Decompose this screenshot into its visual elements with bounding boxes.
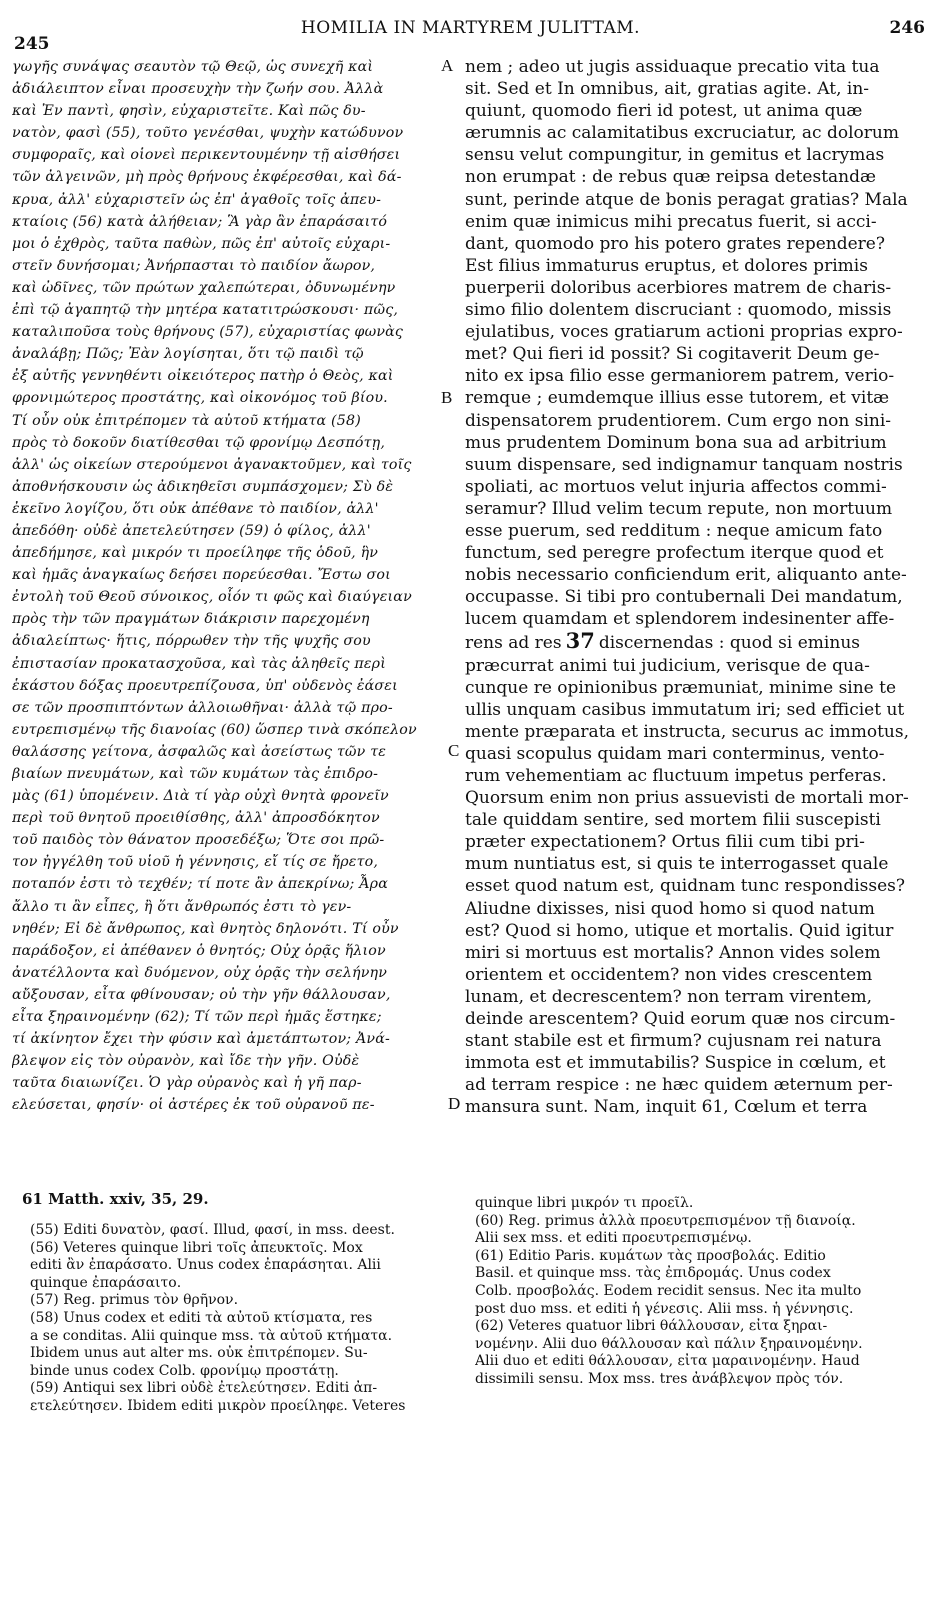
latin-text-line: remque ; eumdemque illius esse tutorem, et vitæ [465, 388, 890, 409]
latin-text-line: dispensatorem prudentiorem. Cum ergo non sini- [465, 410, 892, 431]
latin-text-line: ad terram respice : ne hæc quidem æternum per- [465, 1075, 893, 1096]
latin-text-line: mansura sunt. Nam, inquit 61, Cœlum et terra [465, 1097, 868, 1118]
margin-marker-d: D [448, 1094, 461, 1113]
margin-marker-a: A [441, 56, 454, 75]
greek-text-line: ελεύσεται, φησίν· οἱ ἀστέρες ἐκ τοῦ οὐρανοῦ πε- [12, 1097, 375, 1114]
greek-text-line: Τί οὖν οὐκ ἐπιτρέπομεν τὰ αὐτοῦ κτήματα (58) [12, 412, 361, 429]
latin-text-line: rum vehementiam ac fluctuum impetus perferas. [465, 766, 887, 786]
latin-text-line: stant stabile est et firmum? cujusnam rei natura [465, 1031, 882, 1052]
greek-text-line: ἐπὶ τῷ ἀγαπητῷ τὴν μητέρα κατατιτρώσκουσι· πῶς, [12, 302, 399, 319]
latin-text-line: præter expectationem? Ortus filii cum tibi pri- [465, 832, 865, 853]
latin-text-line: dant, quomodo pro his potero grates rependere? [465, 233, 885, 254]
critical-note-line: (56) Veteres quinque libri τοῖς ἀπευκτοῖς. Mox [30, 1239, 363, 1256]
latin-text-fragment: discernendas : quod si eminus [598, 633, 860, 654]
greek-text-line: ἀπεδόθη· οὐδὲ ἀπετελεύτησεν (59) ὁ φίλος, ἀλλ' [12, 522, 371, 539]
greek-text-line: ταῦτα διαιωνίζει. Ὁ γὰρ οὐρανὸς καὶ ἡ γῆ παρ- [12, 1075, 362, 1092]
latin-text-line: deinde arescentem? Quid eorum quæ nos circum- [465, 1009, 896, 1030]
latin-text-line: ullis unquam casibus immutatum iri; sed efficiet ut [465, 699, 905, 720]
latin-text-line: mum nuntiatus est, si quis te interrogasset quale [465, 854, 889, 875]
critical-note-line: editi ἂν ἐπαράσατο. Unus codex ἐπαράσηται. Alii [30, 1257, 381, 1274]
latin-text-line: esset quod natum est, quidnam tunc respondisses? [465, 876, 906, 897]
latin-text-line: sunt, perinde atque de bonis peragat gratias? Mala [465, 189, 908, 210]
latin-text-line: sensu velut compungitur, in gemitus et lacrymas [465, 145, 885, 166]
critical-note-line: Basil. et quinque mss. τὰς ἐπιδρομάς. Unus codex [475, 1265, 831, 1282]
latin-text-line: non erumpat : de rebus quæ reipsa detestandæ [465, 167, 876, 188]
latin-text-line: tale quiddam sentire, sed mortem filii suscepisti [465, 810, 881, 831]
greek-text-line: ἀδιάλειπτον εἶναι προσευχὴν τὴν ζωήν σου. Ἀλλὰ [12, 81, 384, 98]
critical-note-line: (62) Veteres quatuor libri θάλλουσαν, εἶτα ξηραι- [475, 1318, 828, 1335]
greek-text-line: ἀπεδήμησε, καὶ μικρόν τι προείληφε τῆς ὁδοῦ, ἣν [12, 545, 379, 562]
greek-text-line: τῶν ἀλγεινῶν, μὴ πρὸς θρήνους ἐκφέρεσθαι, καὶ δά- [12, 169, 402, 186]
critical-note-line: dissimili sensu. Mox mss. tres ἀνάβλεψον πρὸς τόν. [475, 1370, 844, 1387]
greek-text-line: νατὸν, φασὶ (55), τοῦτο γενέσθαι, ψυχὴν κατώδυνον [12, 125, 404, 142]
greek-text-line: ἑκάστου δόξας προευτρεπίζουσα, ὑπ' οὐδενὸς ἐάσει [12, 677, 398, 694]
latin-text-line: nobis necessario conficiendum erit, aliquanto ante- [465, 565, 907, 586]
critical-note-line: Colb. προσβολάς. Eodem recidit sensus. Nec ita multo [475, 1282, 862, 1299]
critical-note-line: binde unus codex Colb. φρονίμῳ προστάτῃ. [30, 1362, 339, 1379]
greek-text-line: κταίοις (56) κατὰ ἀλήθειαν; Ἃ γὰρ ἂν ἐπαράσαιτό [12, 213, 388, 230]
latin-text-line: lunam, et decrescentem? non terram virentem, [465, 986, 873, 1007]
latin-text-line: cunque re opinionibus præmuniat, minime sine te [465, 677, 897, 698]
latin-text-line: ærumnis ac calamitatibus excruciatur, ac dolorum [465, 123, 899, 144]
greek-text-line: περὶ τοῦ θνητοῦ προειθίσθης, ἀλλ' ἀπροσδόκητον [12, 810, 380, 827]
greek-text-line: τον ἠγγέλθη τοῦ υἱοῦ ἡ γέννησις, εἴ τίς σε ἤρετο, [12, 854, 379, 871]
greek-text-line: ευτρεπισμένῳ τῆς διανοίας (60) ὥσπερ τινὰ σκόπελον [12, 721, 417, 738]
latin-text-line: nem ; adeo ut jugis assiduaque precatio vita tua [465, 57, 880, 77]
latin-text-fragment: rens ad res [465, 633, 562, 654]
greek-text-line: θαλάσσης γείτονα, ἀσφαλῶς καὶ ἀσείστως τῶν τε [12, 743, 387, 760]
greek-text-line: ἀναλάβῃ; Πῶς; Ἐὰν λογίσηται, ὅτι τῷ παιδὶ τῷ [12, 346, 364, 363]
latin-text-line: seramur? Illud velim tecum repute, non mortuum [465, 498, 893, 519]
latin-text-line: Quorsum enim non prius assuevisti de mortali mor- [465, 788, 909, 809]
latin-text-line: simo filio dolentem discruciant : quomodo, missis [465, 300, 892, 321]
greek-text-line: καταλιποῦσα τοὺς θρήνους (57), εὐχαριστίας φωνὰς [12, 324, 404, 341]
margin-marker-c: C [448, 741, 460, 760]
latin-text-line: lucem quamdam et splendorem indesinenter affe- [465, 609, 895, 630]
greek-text-line: γωγῆς συνάψας σεαυτὸν τῷ Θεῷ, ὡς συνεχῆ καὶ [12, 59, 374, 75]
critical-note-line: Alii duo et editi θάλλουσαν, εἶτα μαραινομένην. Haud [475, 1353, 860, 1370]
latin-text-line: enim quæ inimicus mihi precatus fuerit, si acci- [465, 211, 877, 232]
critical-note-line: Alii sex mss. et editi προευτρεπισμένῳ. [475, 1230, 752, 1247]
latin-text-line: Aliudne dixisses, nisi quod homo si quod natum [465, 898, 875, 919]
column-number: 37 [565, 630, 595, 654]
greek-text-line: βλεψον εἰς τὸν οὐρανὸν, καὶ ἴδε τὴν γῆν. Οὐδὲ [12, 1053, 360, 1070]
margin-marker-b: B [441, 388, 453, 407]
greek-text-line: αὔξουσαν, εἶτα φθίνουσαν; οὐ τὴν γῆν θάλλουσαν, [12, 986, 391, 1003]
critical-note-line: (60) Reg. primus ἀλλὰ προευτρεπισμένον τῇ διανοίᾳ. [475, 1212, 856, 1229]
critical-note-line: quinque libri μικρόν τι προεῖλ. [475, 1195, 694, 1211]
latin-text-line: met? Qui fieri id possit? Si cogitaverit Deum ge- [465, 344, 880, 365]
greek-text-line: νηθέν; Εἰ δὲ ἄνθρωπος, καὶ θνητὸς δηλονότι. Τί οὖν [12, 920, 399, 937]
critical-notes-left [30, 1222, 460, 1416]
latin-text-line: mente præparata et instructa, securus ac immotus, [465, 721, 910, 742]
greek-text-line: κρυα, ἀλλ' εὐχαριστεῖν ὡς ἐπ' ἀγαθοῖς τοῖς ἀπευ- [12, 191, 382, 208]
latin-text-line: spoliati, ac mortuos velut injuria affectos commi- [465, 476, 887, 497]
greek-text-line: ἐξ αὐτῆς γεννηθέντι οἰκειότερος πατὴρ ὁ Θεὸς, καὶ [12, 368, 394, 385]
critical-notes-right [475, 1195, 930, 1389]
critical-note-line: quinque ἐπαράσαιτο. [30, 1274, 182, 1291]
latin-text-line: quasi scopulus quidam mari conterminus, vento- [465, 743, 885, 764]
critical-note-line: (58) Unus codex et editi τὰ αὐτοῦ κτίσματα, res [30, 1309, 373, 1326]
greek-text-line: ἀδιαλείπτως· ἥτις, πόρρωθεν τὴν τῆς ψυχῆς σου [12, 633, 371, 650]
greek-text-line: μοι ὁ ἐχθρὸς, ταῦτα παθὼν, πῶς ἐπ' αὐτοῖς εὐχαρι- [12, 235, 391, 252]
greek-text-line: ἐντολὴ τοῦ Θεοῦ σύνοικος, οἷόν τι φῶς καὶ διαύγειαν [12, 589, 412, 606]
greek-text-line: καὶ ἡμᾶς ἀναγκαίως δεήσει πορεύεσθαι. Ἔστω σοι [12, 567, 391, 584]
greek-text-line: ἀνατέλλοντα καὶ δυόμενον, οὐχ ὁρᾷς τὴν σελήνην [12, 964, 388, 981]
latin-text-line: præcurrat animi tui judicium, verisque de qua- [465, 655, 870, 676]
greek-text-line: καὶ ὠδῖνες, τῶν πρώτων χαλεπώτεραι, ὀδυνωμένην [12, 279, 396, 296]
critical-note-line: Ibidem unus aut alter ms. οὐκ ἐπιτρέπομεν. Su- [30, 1345, 368, 1362]
latin-text-line: sit. Sed et In omnibus, ait, gratias agite. At, in- [465, 79, 870, 100]
critical-note-line: post duo mss. et editi ἡ γένεσις. Alii mss. ἡ γέννησις. [475, 1300, 854, 1317]
greek-text-line: ποταπόν ἐστι τὸ τεχθέν; τί ποτε ἂν ἀπεκρίνω; Ἆρα [12, 876, 388, 893]
latin-text-line: orientem et occidentem? non vides crescentem [465, 964, 873, 985]
latin-text-line: suum dispensare, sed indignamur tanquam nostris [465, 454, 903, 475]
page-number-left: 245 [14, 34, 50, 54]
greek-text-line: σε τῶν προσπιπτόντων ἀλλοιωθῆναι· ἀλλὰ τῷ προ- [12, 699, 393, 716]
greek-text-line: εἶτα ξηραινομένην (62); Τί τῶν περὶ ἡμᾶς ἕστηκε; [12, 1009, 382, 1026]
greek-text-line: βιαίων πνευμάτων, καὶ τῶν κυμάτων τὰς ἐπιδρο- [12, 766, 379, 782]
latin-text-line: ejulatibus, voces gratiarum actioni proprias expro- [465, 322, 903, 343]
greek-text-line: στεῖν δυνήσομαι; Ἀνήρπασται τὸ παιδίον ἄωρον, [12, 257, 376, 274]
critical-note-line: (57) Reg. primus τὸν θρῆνον. [30, 1292, 239, 1309]
latin-text-line: est? Quod si homo, utique et mortalis. Quid igitur [465, 920, 894, 941]
latin-text-line: nito ex ipsa filio esse germaniorem patrem, verio- [465, 366, 895, 387]
greek-text-line: συμφοραῖς, καὶ οἱονεὶ περικεντουμένην τῇ αἰσθήσει [12, 147, 401, 164]
latin-text-line: quiunt, quomodo fieri id potest, ut anima quæ [465, 101, 863, 122]
greek-text-line: ἐκεῖνο λογίζου, ὅτι οὐκ ἀπέθανε τὸ παιδίον, ἀλλ' [12, 500, 379, 517]
latin-text-line: functum, sed peregre profectum iterque quod et [465, 543, 884, 564]
greek-text-line: μὰς (61) ὑπομένειν. Διὰ τί γὰρ οὐχὶ θνητὰ φρονεῖν [12, 788, 389, 805]
critical-note-line: (61) Editio Paris. κυμάτων τὰς προσβολάς. Editio [475, 1247, 826, 1264]
greek-text-line: πρὸς τὴν τῶν πραγμάτων διάκρισιν παρεχομένη [12, 611, 370, 628]
critical-note-line: (59) Antiqui sex libri οὐδὲ ἐτελεύτησεν. Editi ἀπ- [30, 1380, 378, 1397]
critical-note-line: νομένην. Alii duo θάλλουσαν καὶ πάλιν ξηραινομένην. [475, 1335, 863, 1352]
greek-text-line: τοῦ παιδὸς τὸν θάνατον προσεδέξω; Ὅτε σοι πρῶ- [12, 832, 385, 849]
latin-text-line: occupasse. Si tibi pro contubernali Dei mandatum, [465, 587, 903, 608]
greek-text-line: τί ἀκίνητον ἔχει τὴν φύσιν καὶ ἀμετάπτωτον; Ἀνά- [12, 1031, 391, 1048]
greek-text-line: ἄλλο τι ἂν εἶπες, ἢ ὅτι ἄνθρωπός ἐστι τὸ γεν- [12, 898, 352, 915]
latin-text-line: Est filius immaturus eruptus, et dolores primis [465, 255, 868, 276]
latin-text-line: mus prudentem Dominum bona sua ad arbitrium [465, 432, 887, 453]
greek-text-line: φρονιμώτερος προστάτης, καὶ οἰκονόμος τοῦ βίου. [12, 390, 388, 407]
critical-note-line: (55) Editi δυνατὸν, φασί. Illud, φασί, in mss. deest. [30, 1222, 395, 1238]
latin-text-line: miri si mortuus est mortalis? Annon vides solem [465, 942, 881, 963]
critical-note-line: ετελεύτησεν. Ibidem editi μικρὸν προείληφε. Veteres [30, 1397, 406, 1414]
greek-text-column [12, 56, 442, 1117]
greek-text-line: παράδοξον, εἰ ἀπέθανεν ὁ θνητός; Οὐχ ὁρᾷς ἥλιον [12, 942, 386, 959]
greek-text-line: ἀλλ' ὡς οἰκείων στερούμενοι ἀγανακτοῦμεν, καὶ τοῖς [12, 456, 412, 473]
latin-text-line: puerperii doloribus acerbiores matrem de charis- [465, 277, 892, 298]
critical-note-line: a se conditas. Alii quinque mss. τὰ αὐτοῦ κτήματα. [30, 1327, 393, 1344]
running-head-title: HOMILIA IN MARTYREM JULITTAM. [300, 18, 641, 38]
latin-text-line [465, 630, 927, 654]
greek-text-line: ἀποθνήσκουσιν ὡς ἀδικηθεῖσι συμπάσχομεν; Σὺ δὲ [12, 478, 394, 495]
latin-text-line: esse puerum, sed redditum : neque amicum fato [465, 520, 883, 541]
latin-text-line: immota est et immutabilis? Suspice in cœlum, et [465, 1053, 886, 1074]
scripture-footnote: 61 Matth. xxiv, 35, 29. [22, 1190, 209, 1208]
greek-text-line: καὶ Ἐν παντὶ, φησὶν, εὐχαριστεῖτε. Καὶ πῶς δυ- [12, 103, 366, 120]
page-number-right: 246 [889, 18, 925, 38]
latin-text-column [465, 56, 927, 1119]
greek-text-line: πρὸς τὸ δοκοῦν διατίθεσθαι τῷ φρονίμῳ Δεσπότῃ, [12, 434, 386, 451]
greek-text-line: ἐπιστασίαν προκατασχοῦσα, καὶ τὰς ἀληθεῖς περὶ [12, 655, 386, 672]
